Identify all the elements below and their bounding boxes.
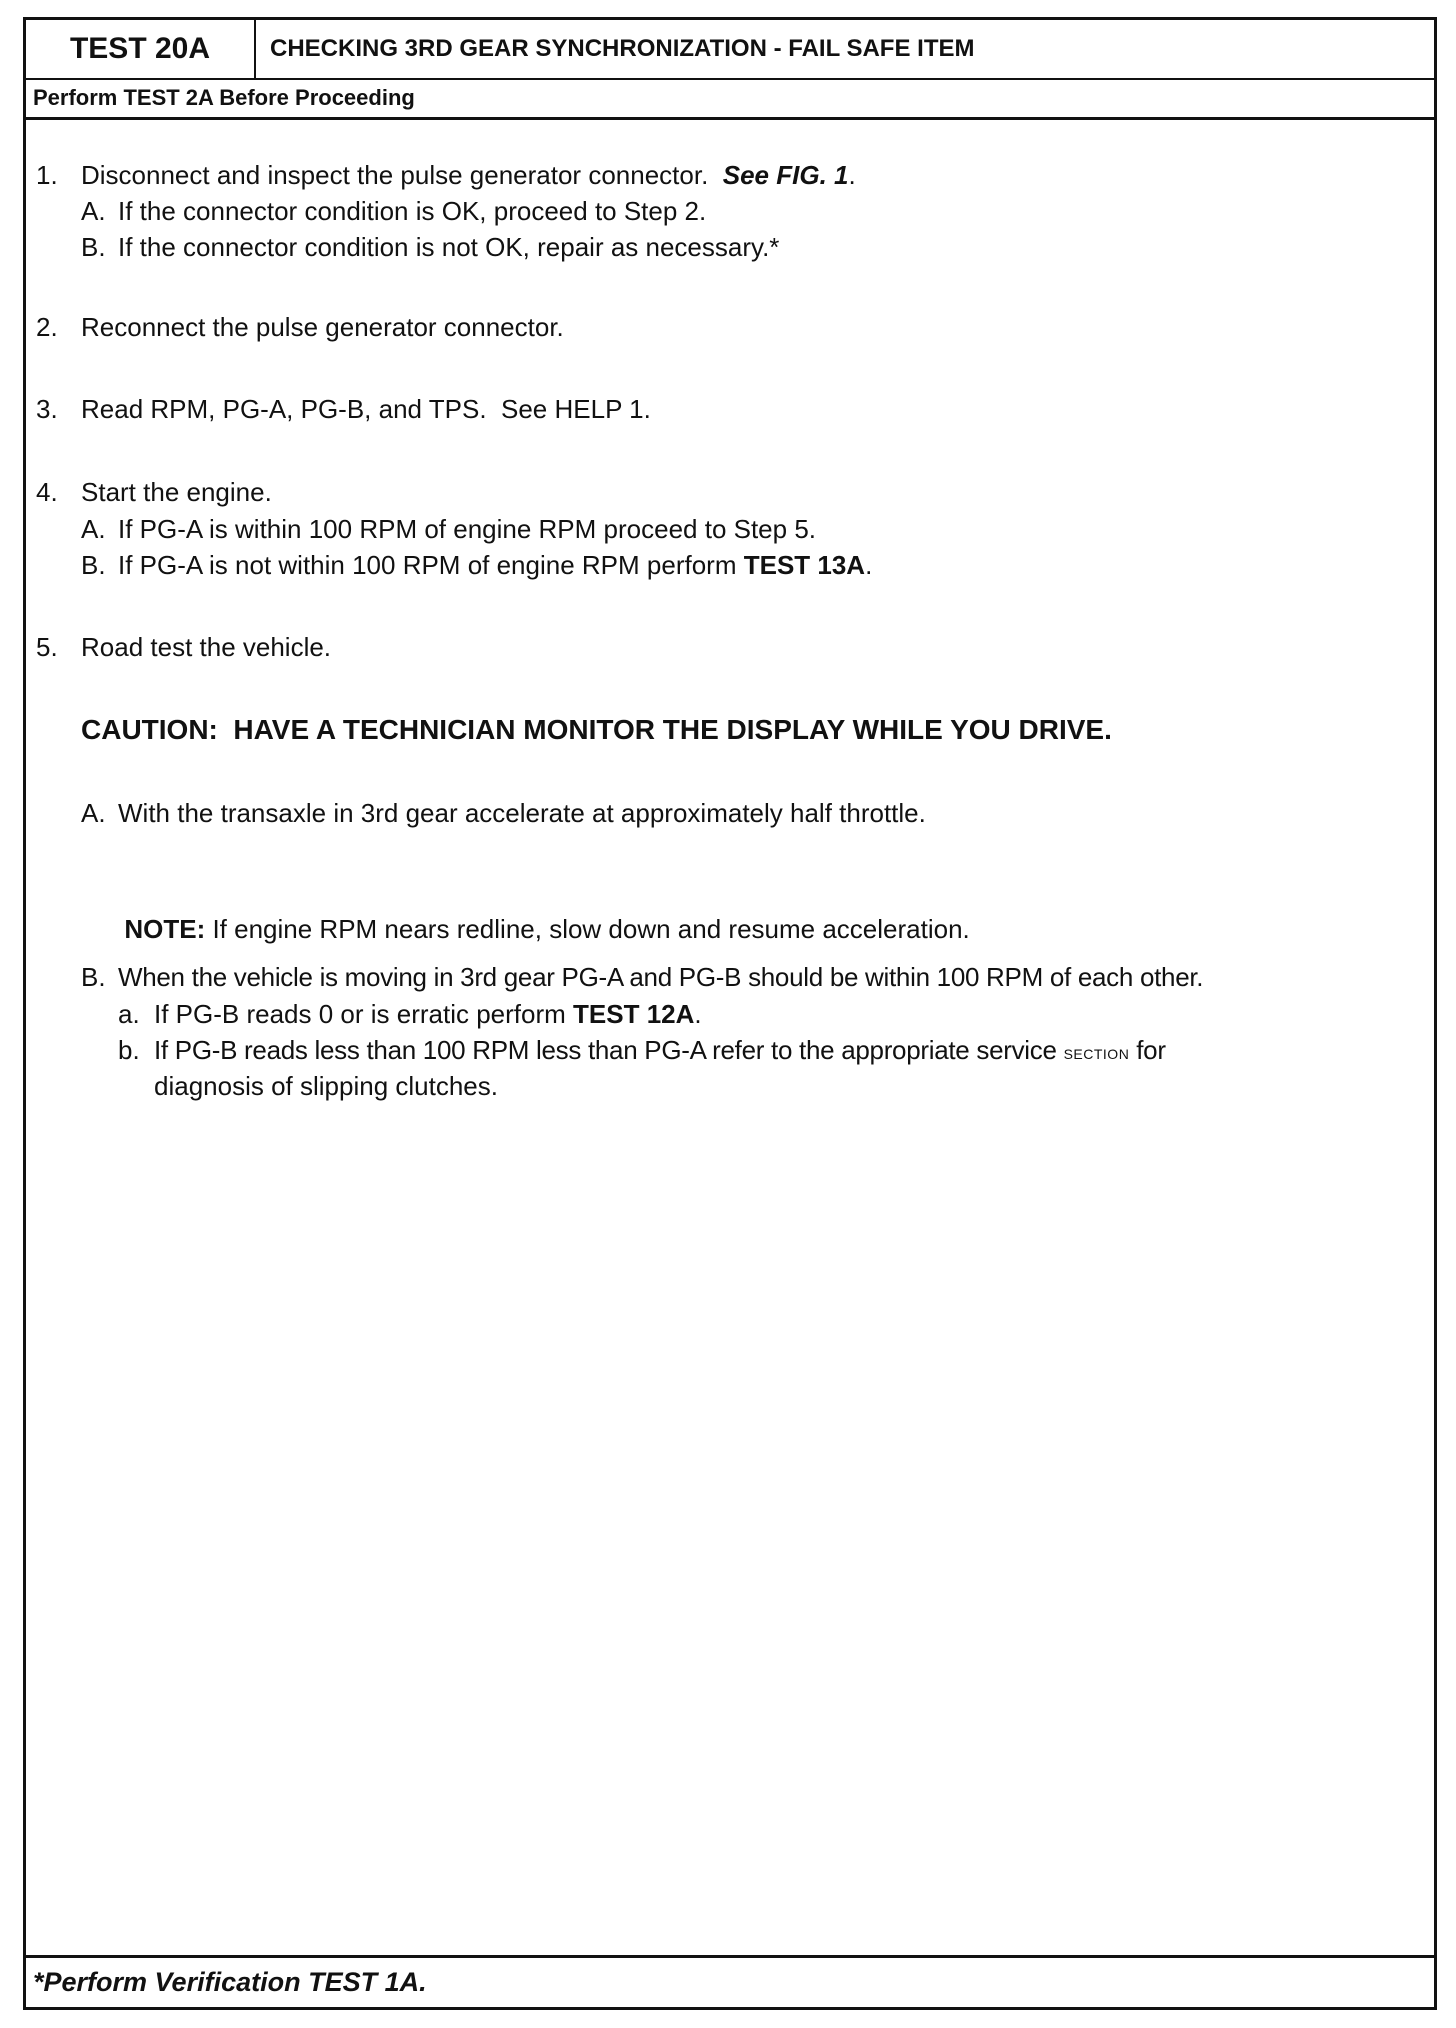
step-4b-text: If PG-A is not within 100 RPM of engine RPM perform	[118, 550, 737, 580]
step-5-text: Road test the vehicle.	[81, 632, 332, 662]
note-text: If engine RPM nears redline, slow down and resume acceleration.	[205, 914, 970, 944]
step-5a-letter: A.	[81, 798, 106, 828]
step-1-text: Disconnect and inspect the pulse generator connector.	[81, 160, 709, 190]
step-2-number: 2.	[36, 312, 58, 342]
step-1a-letter: A.	[81, 196, 106, 226]
step-5bb-text: If PG-B reads less than 100 RPM less than PG-A refer to the appropriate service	[154, 1035, 1057, 1065]
step-5ba-end: .	[694, 999, 702, 1029]
test-title: CHECKING 3RD GEAR SYNCHRONIZATION - FAIL SAFE ITEM	[270, 35, 975, 62]
header-row	[26, 20, 1434, 80]
caution-note: CAUTION: HAVE A TECHNICIAN MONITOR THE DISPLAY WHILE YOU DRIVE.	[81, 714, 1112, 745]
step-4-text: Start the engine.	[81, 477, 272, 507]
step-3-text: Read RPM, PG-A, PG-B, and TPS. See HELP 1.	[81, 394, 651, 424]
step-3-number: 3.	[36, 394, 58, 424]
step-4a-text: If PG-A is within 100 RPM of engine RPM proceed to Step 5.	[118, 514, 817, 544]
step-1-figure-ref: See FIG. 1	[722, 160, 849, 190]
step-4b-end: .	[865, 550, 873, 580]
footer-verification-note: *Perform Verification TEST 1A.	[26, 1955, 1434, 2007]
step-5-number: 5.	[36, 632, 58, 662]
prerequisite-note: Perform TEST 2A Before Proceeding	[26, 80, 1434, 120]
test-id: TEST 20A	[26, 20, 256, 78]
step-1-number: 1.	[36, 160, 58, 190]
step-5bb-section: section	[1063, 1042, 1130, 1064]
step-2-text: Reconnect the pulse generator connector.	[81, 312, 564, 342]
step-1b-letter: B.	[81, 232, 106, 262]
step-5ba-test-ref: TEST 12A	[573, 999, 695, 1029]
step-5b-letter: B.	[81, 962, 106, 992]
step-5ba-letter: a.	[118, 999, 140, 1029]
step-5a-text: With the transaxle in 3rd gear accelerate at approximately half throttle.	[118, 798, 926, 828]
step-4-number: 4.	[36, 477, 58, 507]
step-1-end: .	[848, 160, 856, 190]
step-5bb-continued: diagnosis of slipping clutches.	[154, 1071, 498, 1101]
step-5bb-letter: b.	[118, 1035, 140, 1065]
step-1b-text: If the connector condition is not OK, repair as necessary.*	[118, 232, 780, 262]
step-5ba-text: If PG-B reads 0 or is erratic perform	[154, 999, 566, 1029]
step-5b-text: When the vehicle is moving in 3rd gear PG-A and PG-B should be within 100 RPM of each other.	[118, 962, 1204, 992]
step-4b-test-ref: TEST 13A	[743, 550, 866, 580]
step-1a-text: If the connector condition is OK, proceed to Step 2.	[118, 196, 707, 226]
step-4a-letter: A.	[81, 514, 106, 544]
step-4b-letter: B.	[81, 550, 106, 580]
test-procedure-sheet	[23, 17, 1437, 2010]
step-5bb-for: for	[1129, 1035, 1166, 1065]
note-label: NOTE:	[124, 914, 206, 944]
